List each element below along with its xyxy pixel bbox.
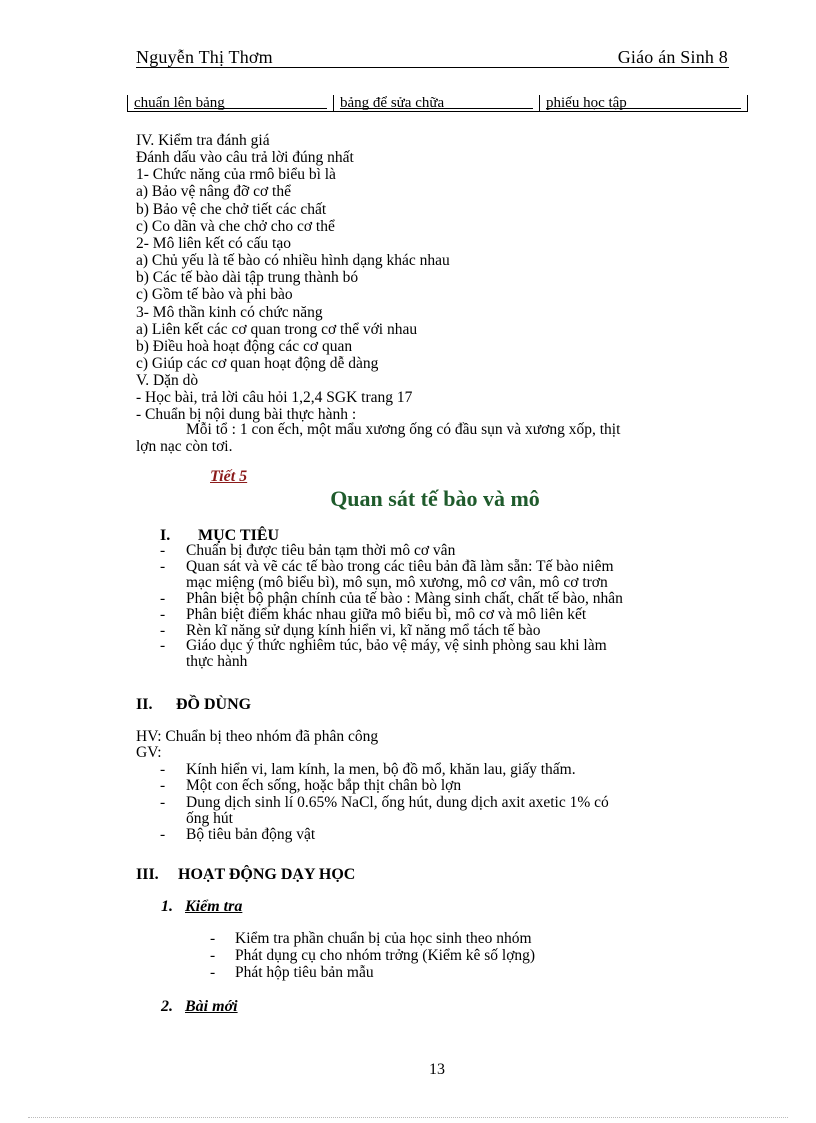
review-line: - Chuẩn bị nội dung bài thực hành :	[136, 406, 357, 424]
bullet-dash: -	[160, 557, 166, 575]
bullet-dash: -	[160, 621, 166, 639]
list-item-text: ống hút	[186, 809, 233, 827]
review-line: 2- Mô liên kết có cấu tạo	[136, 234, 291, 252]
header-subject: Giáo án Sinh 8	[617, 47, 728, 67]
review-line: - Học bài, trả lời câu hỏi 1,2,4 SGK trang 17	[136, 389, 413, 407]
review-line: 1- Chức năng của rmô biểu bì là	[136, 166, 336, 184]
table-cell: bảng để sửa chữa	[334, 95, 540, 111]
hv-line: HV: Chuẩn bị theo nhóm đã phân công	[136, 728, 379, 745]
header-author: Nguyễn Thị Thơm	[136, 47, 273, 67]
bullet-dash: -	[210, 947, 216, 964]
list-item-text: thực hành	[186, 653, 248, 671]
bullet-dash: -	[160, 777, 166, 795]
bullet-dash: -	[160, 826, 166, 844]
review-line: 3- Mô thần kinh có chức năng	[136, 303, 323, 321]
list-item-text: Phân biệt bộ phận chính của tế bào : Màng sinh chất, chất tế bào, nhân	[186, 589, 623, 607]
review-line: V. Dặn dò	[136, 372, 199, 390]
prep-line: Mỗi tổ : 1 con ếch, một mẩu xương ống có đầu sụn và xương xốp, thịt	[186, 421, 621, 438]
review-line: b) Bảo vệ che chở tiết các chất	[136, 200, 327, 218]
bullet-dash: -	[160, 637, 166, 655]
subsection-number: 1.	[161, 898, 173, 915]
review-line: a) Bảo vệ nâng đỡ cơ thể	[136, 183, 291, 201]
section-heading-activities: HOẠT ĐỘNG DẠY HỌC	[178, 866, 356, 883]
subsection-number: 2.	[161, 998, 173, 1015]
review-line: b) Các tế bào dài tập trung thành bó	[136, 269, 359, 287]
subsection-title-text: Bài mới	[185, 998, 238, 1015]
page-number: 13	[429, 1061, 445, 1078]
subsection-title-text: Kiểm tra	[185, 898, 243, 915]
subsection-title-check	[185, 898, 242, 916]
subsection-title-new-lesson	[185, 998, 238, 1016]
lesson-number: Tiết 5	[210, 468, 248, 485]
gv-label: GV:	[136, 744, 162, 761]
bullet-dash: -	[210, 930, 216, 947]
section-heading-objectives: MỤC TIÊU	[198, 527, 280, 544]
review-line: a) Liên kết các cơ quan trong cơ thể với nhau	[136, 320, 418, 338]
list-item-text: Chuẩn bị được tiêu bản tạm thời mô cơ vân	[186, 542, 456, 559]
review-line: c) Gồm tế bào và phi bào	[136, 286, 293, 304]
review-line: a) Chủ yếu là tế bào có nhiều hình dạng khác nhau	[136, 252, 450, 270]
review-line: b) Điều hoà hoạt động các cơ quan	[136, 337, 353, 355]
review-line: IV. Kiểm tra đánh giá	[136, 132, 270, 149]
list-item-text: Giáo dục ý thức nghiêm túc, bảo vệ máy, vệ sinh phòng sau khi làm	[186, 637, 607, 655]
list-item-text: Bộ tiêu bản động vật	[186, 826, 316, 844]
list-item-text: Dung dịch sinh lí 0.65% NaCl, ống hút, dung dịch axit axetic 1% có	[186, 793, 609, 811]
table-cell: chuẩn lên bảng	[128, 95, 334, 111]
bullet-dash: -	[160, 761, 166, 778]
bullet-dash: -	[160, 793, 166, 811]
bullet-dash: -	[210, 964, 216, 981]
page-edge-dots	[28, 1117, 788, 1118]
bullet-dash: -	[160, 605, 166, 623]
list-item-text: Phát hộp tiêu bản mẫu	[235, 964, 374, 981]
list-item-text: Phát dụng cụ cho nhóm trởng (Kiểm kê số lợng)	[235, 947, 536, 964]
list-item-text: Rèn kĩ năng sử dụng kính hiển vi, kĩ năng mổ tách tế bào	[186, 621, 541, 639]
table-row-fragment	[127, 95, 748, 112]
header-rule	[136, 67, 729, 68]
section-roman: I.	[160, 527, 171, 544]
section-heading-materials: ĐỒ DÙNG	[176, 696, 252, 713]
table-cell: phiếu học tập	[540, 95, 747, 111]
list-item-text: Một con ếch sống, hoặc bắp thịt chân bò lợn	[186, 777, 462, 795]
lesson-title: Quan sát tế bào và mô	[330, 486, 540, 511]
list-item-text: Phân biệt điểm khác nhau giữa mô biểu bì, mô cơ và mô liên kết	[186, 605, 587, 623]
prep-line: lợn nạc còn tơi.	[136, 438, 233, 455]
section-roman: II.	[136, 696, 153, 713]
list-item-text: Kiểm tra phần chuẩn bị của học sinh theo nhóm	[235, 930, 532, 947]
section-roman: III.	[136, 866, 159, 883]
bullet-dash: -	[160, 589, 166, 607]
review-line: Đánh dấu vào câu trả lời đúng nhất	[136, 149, 354, 167]
list-item-text: Quan sát và vẽ các tế bào trong các tiêu bản đã làm sẵn: Tế bào niêm	[186, 557, 614, 575]
list-item-text: mạc miệng (mô biểu bì), mô sụn, mô xương, mô cơ vân, mô cơ trơn	[186, 573, 608, 591]
bullet-dash: -	[160, 542, 166, 559]
review-line: c) Co dãn và che chở cho cơ thể	[136, 217, 335, 235]
review-line: c) Giúp các cơ quan hoạt động dễ dàng	[136, 354, 379, 372]
list-item-text: Kính hiển vi, lam kính, la men, bộ đồ mổ, khăn lau, giấy thấm.	[186, 761, 576, 778]
